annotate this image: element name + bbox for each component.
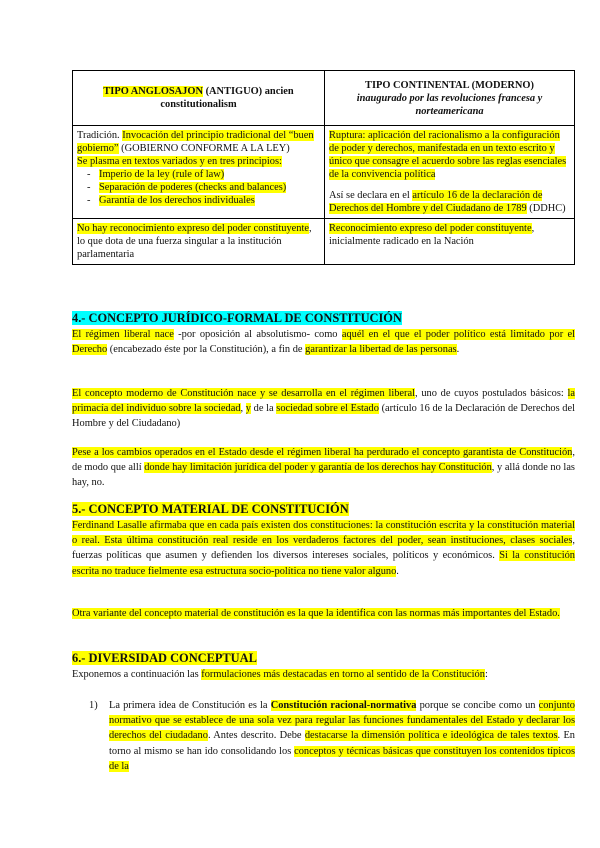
cell-anglosajon-poder: No hay reconocimiento expreso del poder constituyente, lo que dota de una fuerza singular a la institución parlamentaria [73,219,325,265]
section-5-paragraph-1: Ferdinand Lasalle afirmaba que en cada país existen dos constituciones: la constitución escrita y la constitución material o real. Esta última constitución real reside en los verdaderos factores del poder, sean instituciones, clases sociales, fuerzas políticas que asumen y defienden los diversos intereses sociales, políticos y económicos. Si la constitución escrita no traduce fielmente esa estructura socio-política no tiene valor alguno. [72,520,575,577]
cell-continental-poder: Reconocimiento expreso del poder constituyente, inicialmente radicado en la Nación [325,219,575,265]
conceptions-list [72,698,575,774]
header-continental-title: TIPO CONTINENTAL (MODERNO) [365,79,534,91]
cell-anglosajon-principles [73,126,325,219]
section-4-paragraph-3: Pese a los cambios operados en el Estado desde el régimen liberal ha perdurado el concepto garantista de Constitución, de modo que allí donde hay limitación jurídica del poder y garantía de los derechos hay Constitución, y allá donde no las hay, no. [72,447,575,489]
header-continental-sub: inaugurado por las revoluciones francesa y norteamericana [356,92,543,117]
section-4-paragraph-1: El régimen liberal nace -por oposición al absolutismo- como aquél en el que el poder político está limitado por el Derecho (encabezado éste por la Constitución), a fin de garantizar la libertad de las personas. [72,329,575,356]
section-5-paragraph-2: Otra variante del concepto material de constitución es la que la identifica con las normas más importantes del Estado. [72,608,560,619]
principles-list [77,168,320,207]
section-4-title: 4.- CONCEPTO JURÍDICO-FORMAL DE CONSTITUCIÓN [72,311,402,325]
list-item: 1) La primera idea de Constitución es la Constitución racional-normativa porque se concibe como un conjunto normativo que se establece de una sola vez para regular las funciones fundamentales del Estado y declarar los derechos del ciudadano. Antes descrito. Debe destacarse la dimensión política e ideológica de tales textos. En torno al mismo se han ido consolidando los conceptos y técnicas básicas que constituyen los contenidos típicos de la [89,700,575,772]
cell-continental-rupture [325,126,575,219]
list-number: 1) [89,700,98,711]
list-item: - Separación de poderes (checks and balances) [99,181,320,194]
header-continental [325,71,575,126]
section-6-intro: Exponemos a continuación las formulaciones más destacadas en torno al sentido de la Constitución: [72,669,488,680]
ruptura-text: Ruptura: aplicación del racionalismo a la configuración de poder y derechos, manifestada en un texto escrito y único que consagre el acuerdo sobre las reglas esenciales de la convivencia política [329,130,567,180]
header-anglosajon [73,71,325,126]
list-item: - Garantía de los derechos individuales [99,194,320,207]
list-item: - Imperio de la ley (rule of law) [99,168,320,181]
header-anglosajon-title: TIPO ANGLOSAJON [103,86,203,97]
header-anglosajon-sub: (ANTIGUO) ancien constitutionalism [160,86,294,110]
section-6-title: 6.- DIVERSIDAD CONCEPTUAL [72,651,257,665]
comparison-table [72,70,575,265]
tradicion-text: Tradición. Invocación del principio tradicional del “buen gobierno” (GOBIERNO CONFORME A LA LEY) [77,130,314,154]
ddhc-text: Así se declara en el artículo 16 de la declaración de Derechos del Hombre y del Ciudadano de 1789 (DDHC) [329,190,566,214]
principios-intro: Se plasma en textos variados y en tres principios: [77,156,282,167]
section-5-title: 5.- CONCEPTO MATERIAL DE CONSTITUCIÓN [72,502,349,516]
section-4-paragraph-2: El concepto moderno de Constitución nace y se desarrolla en el régimen liberal, uno de cuyos postulados básicos: la primacía del individuo sobre la sociedad, y de la sociedad sobre el Estado (artículo 16 de la Declaración de Derechos del Hombre y del Ciudadano) [72,388,576,430]
